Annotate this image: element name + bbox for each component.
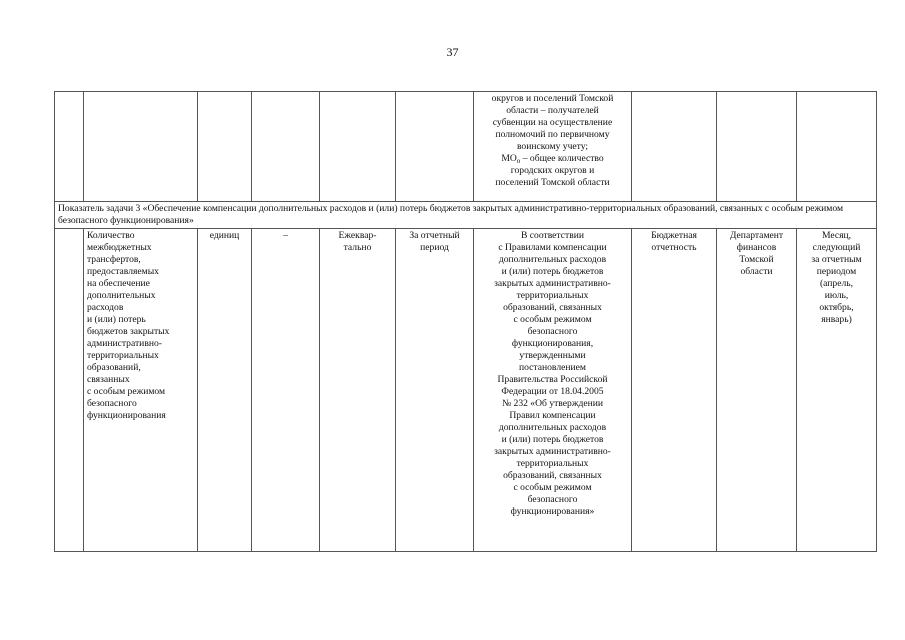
cell-time-characteristic [396,92,474,202]
cell-unit [198,92,252,202]
formula-tail: городских округов и поселений Томской области [495,165,610,188]
mo-definition: – общее количество [520,153,604,164]
cell-number [55,229,84,552]
indicators-table [54,91,877,552]
cell-indicator-name [84,92,198,202]
indicator-calculation-method: В соответствии с Правилами компенсации дополнительных расходов и (или) потерь бюджетов закрытых административно- территориальных образований, связанных с особым режимом безопасного функционирования, утвержденными постановлением Правительства Российской Федерации от 18.04.2005 № 232 «Об утверждении Правил компенсации дополнительных расходов и (или) потерь бюджетов закрытых административно- территориальных образований, связанных с особым режимом безопасного функционирования» [474,229,632,552]
indicator-periodicity: Ежеквар- тально [320,229,396,552]
formula-line: субвенции на осуществление [492,117,613,128]
indicator-responsible: Департамент финансов Томской области [717,229,797,552]
formula-variable-line [477,153,628,165]
indicator-time-characteristic: За отчетный период [396,229,474,552]
section-heading: Показатель задачи 3 «Обеспечение компенсации дополнительных расходов и (или) потерь бюджетов закрытых административно-территориальных образований, связанных с особым режимом безопасного функционирования» [55,202,877,229]
formula-line: воинскому учету; [516,141,589,152]
formula-line: округов и поселений Томской [491,93,614,104]
cell-periodicity [320,92,396,202]
formula-line: области – получателей [506,105,599,116]
indicator-value: – [252,229,320,552]
page-number: 37 [446,45,459,59]
cell-value [252,92,320,202]
indicator-unit: единиц [198,229,252,552]
cell-calculation-method [474,92,632,202]
section-heading-row [55,202,877,229]
mo-symbol: МО [501,153,517,164]
continuation-row [55,92,877,202]
indicator-name: Количество межбюджетных трансфертов, предоставляемых на обеспечение дополнительных расходов и (или) потерь бюджетов закрытых административно- территориальных образований, связанных с особым режимом безопасного функционирования [84,229,198,552]
indicator-deadline: Месяц, следующий за отчетным периодом (апрель, июль, октябрь, январь) [797,229,877,552]
cell-deadline [797,92,877,202]
indicator-row [55,229,877,552]
indicator-data-source: Бюджетная отчетность [632,229,717,552]
formula-line: полномочий по первичному [495,129,610,140]
cell-number [55,92,84,202]
cell-data-source [632,92,717,202]
cell-responsible [717,92,797,202]
mo-subscript: о [516,157,521,165]
